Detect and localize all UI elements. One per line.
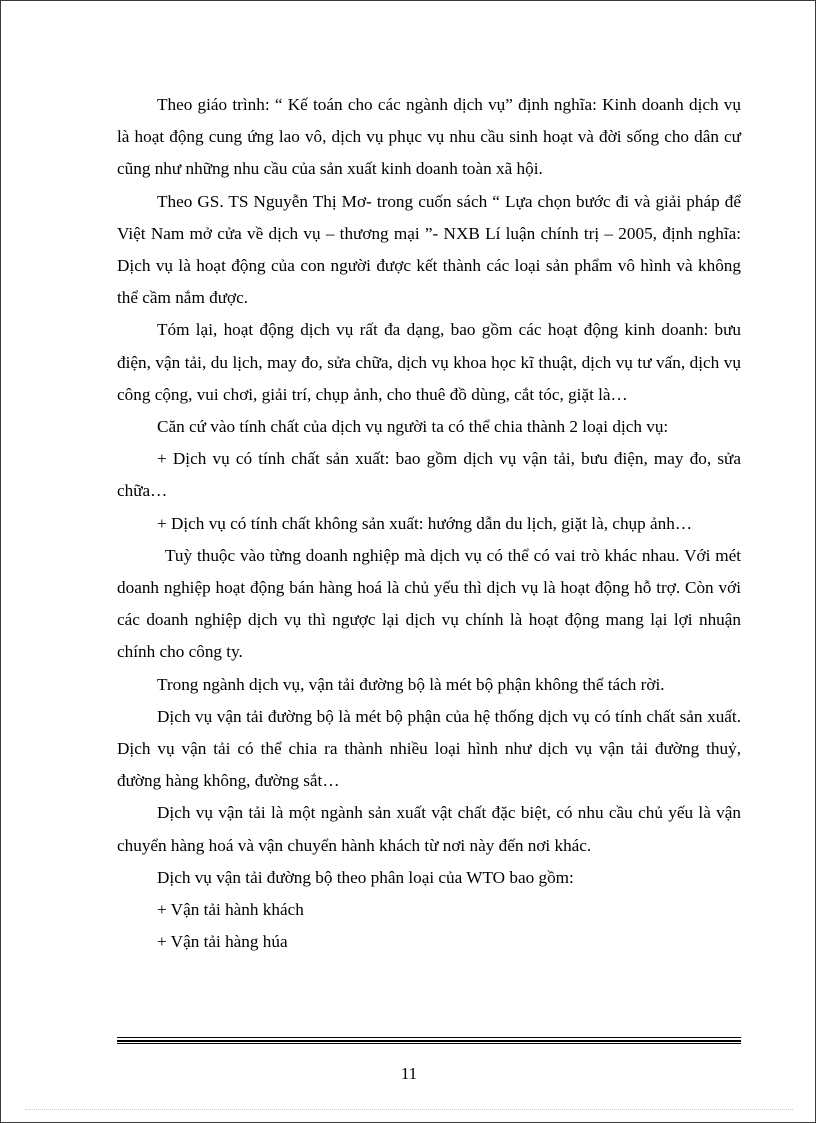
list-item-non-productive-services: + Dịch vụ có tính chất không sản xuất: hướng dẫn du lịch, giặt là, chụp ảnh… <box>157 513 693 533</box>
footer-rule-top <box>117 1037 741 1038</box>
paragraph-definition-textbook: Theo giáo trình: “ Kế toán cho các ngành dịch vụ” định nghĩa: Kinh doanh dịch vụ là hoạt động cung ứng lao vô, dịch vụ phục vụ nhu cầu sinh hoạt và đời sống cho dân cư cũng như những nhu cầu của sản xuất kinh doanh toàn xã hội. <box>117 95 741 179</box>
paragraph-classification: Căn cứ vào tính chất của dịch vụ người ta có thể chia thành 2 loại dịch vụ: <box>157 417 669 437</box>
page-bottom-dotted-line <box>25 1109 793 1110</box>
paragraph-role-by-enterprise: Tuỳ thuộc vào từng doanh nghiệp mà dịch vụ có thể có vai trò khác nhau. Với mét doanh nghiệp hoạt động bán hàng hoá là chủ yếu thì dịch vụ là hoạt động hỗ trợ. Còn với các doanh nghiệp dịch vụ thì ngược lại dịch vụ chính là hoạt động mang lại lợi nhuận chính cho công ty. <box>117 545 741 662</box>
page-number: 11 <box>400 1064 418 1083</box>
paragraph-wto-classification: Dịch vụ vận tải đường bộ theo phân loại của WTO bao gồm: <box>157 867 574 887</box>
body-text <box>117 89 741 958</box>
list-item-freight-transport: + Vận tải hàng húa <box>157 932 288 952</box>
paragraph-transport-industry: Dịch vụ vận tải là một ngành sản xuất vật chất đặc biệt, có nhu cầu chủ yếu là vận chuyển hàng hoá và vận chuyển hành khách từ nơi này đến nơi khác. <box>117 803 741 855</box>
paragraph-summary: Tóm lại, hoạt động dịch vụ rất đa dạng, bao gồm các hoạt động kinh doanh: bưu điện, vận tải, du lịch, may đo, sửa chữa, dịch vụ khoa học kĩ thuật, dịch vụ tư vấn, dịch vụ công cộng, vui chơi, giải trí, chụp ảnh, cho thuê đồ dùng, cắt tóc, giặt là… <box>117 320 741 404</box>
footer-rule-middle <box>117 1040 741 1042</box>
paragraph-definition-nguyen-thi-mo: Theo GS. TS Nguyễn Thị Mơ- trong cuốn sách “ Lựa chọn bước đi và giải pháp để Việt Nam mở cửa về dịch vụ – thương mại ”- NXB Lí luận chính trị – 2005, định nghĩa: Dịch vụ là hoạt động của con người được kết thành các loại sản phẩm vô hình và không thể cầm nắm được. <box>117 191 741 308</box>
paragraph-road-transport-part: Dịch vụ vận tải đường bộ là mét bộ phận của hệ thống dịch vụ có tính chất sản xuất. Dịch vụ vận tải có thể chia ra thành nhiều loại hình như dịch vụ vận tải đường thuỷ, đường hàng không, đường sắt… <box>117 706 741 791</box>
footer-rule-bottom <box>117 1043 741 1044</box>
paragraph-road-transport-intro: Trong ngành dịch vụ, vận tải đường bộ là mét bộ phận không thể tách rời. <box>157 674 665 694</box>
list-item-passenger-transport: + Vận tải hành khách <box>157 900 304 920</box>
list-item-productive-services: + Dịch vụ có tính chất sản xuất: bao gồm dịch vụ vận tải, bưu điện, may đo, sửa chữa… <box>117 449 741 501</box>
